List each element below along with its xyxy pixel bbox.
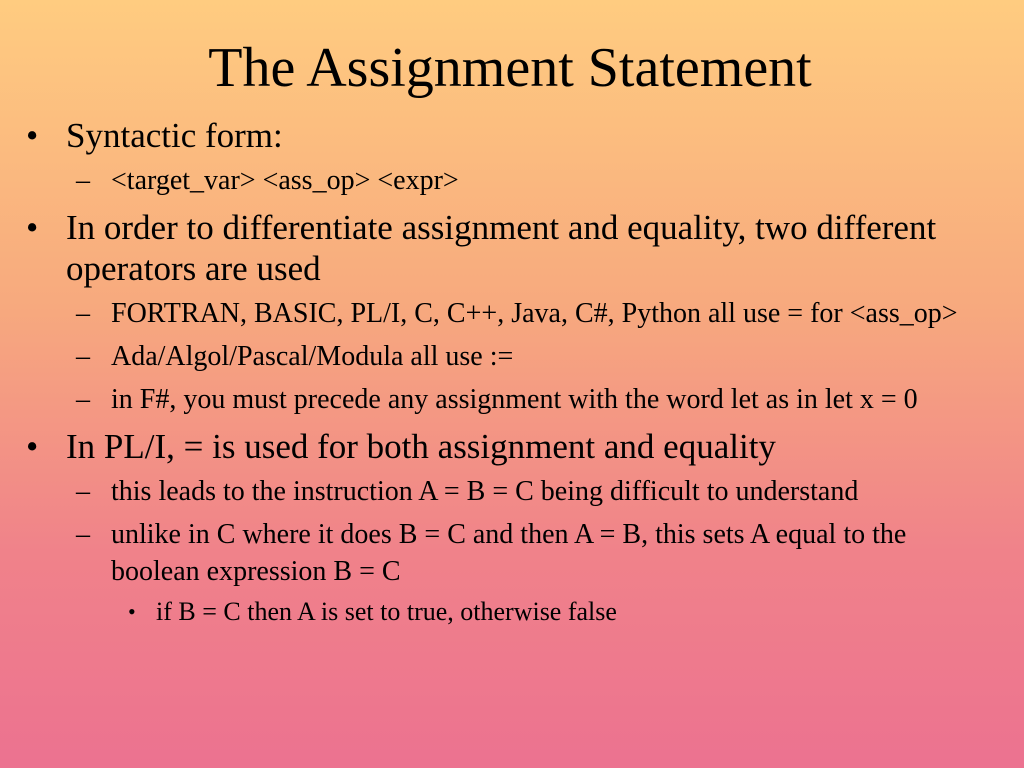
sub-bullet-difficult — [0, 473, 1024, 510]
sub-sub-bullet-boolean — [0, 596, 1024, 628]
bullet-text: In PL/I, = is used for both assignment and equality — [66, 427, 776, 466]
sub-bullet-text: <target_var> <ass_op> <expr> — [111, 165, 459, 196]
bullet-text: In order to differentiate assignment and equality, two different operators are used — [66, 208, 937, 288]
dash-icon: – — [76, 476, 90, 507]
sub-bullet-unlike-c — [0, 516, 1024, 590]
sub-bullet-text: in F#, you must precede any assignment with the word let as in let x = 0 — [111, 384, 918, 415]
sub-bullet-syntax — [0, 162, 1024, 199]
sub-sub-bullet-text: if B = C then A is set to true, otherwise false — [156, 597, 617, 626]
bullet-dot-icon: • — [26, 116, 39, 155]
slide-title: The Assignment Statement — [208, 37, 812, 99]
slide-content — [0, 115, 1024, 628]
dash-icon: – — [76, 384, 90, 415]
sub-bullet-text: FORTRAN, BASIC, PL/I, C, C++, Java, C#, Python all use = for <ass_op> — [111, 298, 958, 329]
dash-icon: – — [76, 298, 90, 329]
bullet-differentiate-operators — [0, 207, 1024, 289]
dash-icon: – — [76, 341, 90, 372]
sub-bullet-text: Ada/Algol/Pascal/Modula all use := — [111, 341, 514, 372]
sub-bullet-text: this leads to the instruction A = B = C being difficult to understand — [111, 476, 859, 507]
bullet-syntactic-form — [0, 115, 1024, 156]
sub-bullet-fsharp-let — [0, 381, 1024, 418]
bullet-dot-icon: • — [26, 208, 39, 247]
sub-bullet-equals-languages — [0, 295, 1024, 332]
bullet-text: Syntactic form: — [66, 116, 283, 155]
bullet-dot-icon: • — [128, 599, 136, 624]
sub-bullet-text: unlike in C where it does B = C and then A = B, this sets A equal to the boolean expression B = C — [111, 519, 907, 587]
sub-bullet-colon-equals-languages — [0, 338, 1024, 375]
dash-icon: – — [76, 165, 90, 196]
dash-icon: – — [76, 519, 90, 550]
bullet-dot-icon: • — [26, 427, 39, 466]
bullet-pli-equality — [0, 426, 1024, 467]
